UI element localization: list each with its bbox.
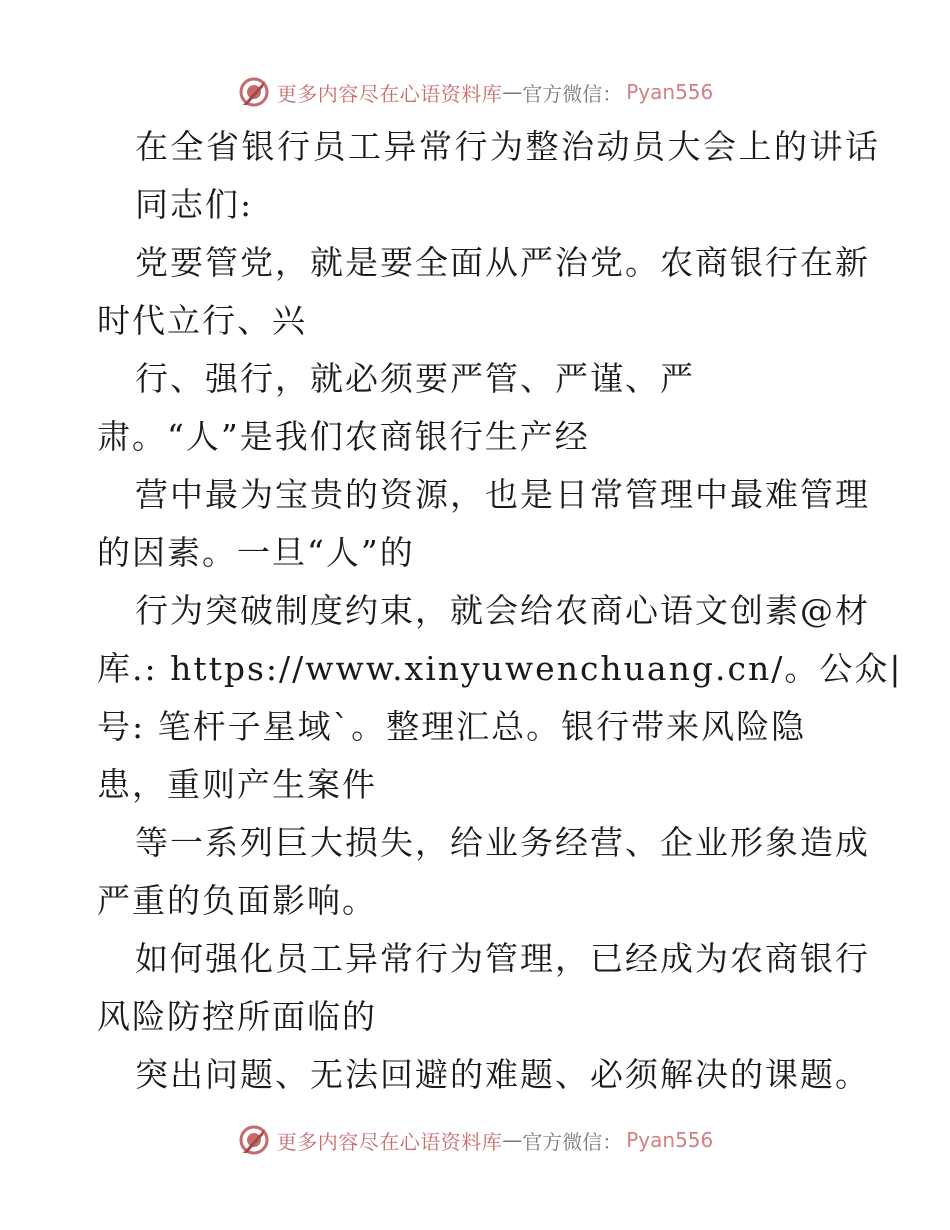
- document-line: 等一系列巨大损失，给业务经营、企业形象造成: [135, 823, 870, 862]
- document-line: 时代立行、兴: [97, 301, 307, 340]
- pen-logo-icon: [237, 1123, 271, 1157]
- document-title: 在全省银行员工异常行为整治动员大会上的讲话: [135, 127, 881, 166]
- banner-dash: —: [502, 80, 523, 104]
- header-banner: [0, 72, 950, 112]
- document-line: 同志们:: [135, 185, 254, 224]
- banner-main-text: 更多内容尽在心语资料库: [276, 1129, 503, 1154]
- document-line: 严重的负面影响。: [97, 881, 377, 920]
- banner-account-label: 官方微信：: [522, 1129, 623, 1154]
- document-line: 行为突破制度约束，就会给农商心语文创素@材: [135, 591, 870, 630]
- document-line: 突出问题、无法回避的难题、必须解决的课题。: [135, 1055, 870, 1094]
- pen-logo-icon: [237, 75, 271, 109]
- banner-main-text: 更多内容尽在心语资料库: [276, 81, 503, 106]
- banner-account-label: 官方微信：: [522, 81, 623, 106]
- document-line: 行、强行，就必须要严管、严谨、严: [135, 359, 695, 398]
- banner-account-id: Pyan556: [626, 1128, 714, 1152]
- document-line: 号: 笔杆子星域`。整理汇总。银行带来风险隐: [97, 707, 807, 746]
- document-line: 的因素。一旦“人”的: [97, 533, 415, 572]
- document-line: 肃。“人”是我们农商银行生产经: [97, 417, 590, 456]
- footer-banner: [0, 1120, 950, 1160]
- document-line: 风险防控所面临的: [97, 997, 377, 1036]
- banner-account-id: Pyan556: [626, 80, 714, 104]
- document-line: 患，重则产生案件: [97, 765, 377, 804]
- banner-dash: —: [502, 1128, 523, 1152]
- document-line: 如何强化员工异常行为管理，已经成为农商银行: [135, 939, 870, 978]
- document-line: 营中最为宝贵的资源，也是日常管理中最难管理: [135, 475, 870, 514]
- document-body: [97, 118, 903, 1104]
- document-line: 党要管党，就是要全面从严治党。农商银行在新: [135, 243, 870, 282]
- document-line: 库.: https://www.xinyuwenchuang.cn/。公众|: [97, 649, 903, 688]
